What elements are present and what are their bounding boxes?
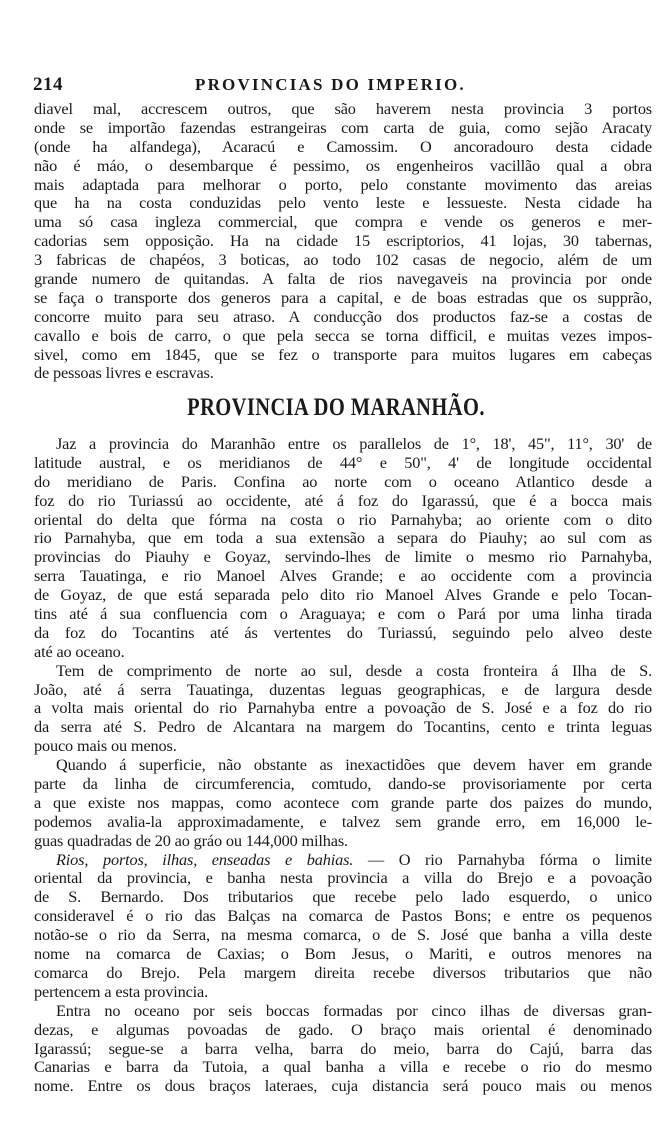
- text-line: [34, 851, 652, 870]
- text-line: [34, 1058, 652, 1077]
- line-text: oriental do delta que fórma na costa o rio Parnahyba; ao oriente com o dito: [34, 509, 652, 529]
- text-line: [34, 926, 652, 945]
- italic-lead: Rios, portos, ilhas, enseadas e bahias.: [56, 849, 354, 869]
- text-line: [34, 270, 652, 289]
- text-line: [34, 473, 652, 492]
- running-header: [33, 74, 653, 98]
- text-line: [34, 1077, 652, 1096]
- line-text: consideravel é o rio das Balças na comarca de Pastos Bons; e entre os pequenos: [34, 906, 652, 926]
- line-text: de pessoas livres e escravas.: [34, 363, 214, 383]
- text-line: [34, 964, 652, 983]
- text-line: [34, 1002, 652, 1021]
- text-line: [34, 907, 652, 926]
- line-text: até ao oceano.: [34, 641, 125, 661]
- line-text: da foz do Tocantins até ás vertentes do Turiassú, seguindo pelo alveo deste: [34, 622, 652, 642]
- line-text: cavallo e bois de carro, o que pela secca se torna difficil, e muitas vezes impos-: [34, 325, 652, 345]
- line-text: tins até á sua confluencia com o Araguaya; e com o Pará por uma linha tirada: [34, 604, 652, 624]
- text-line: [34, 492, 652, 511]
- text-line: [34, 681, 652, 700]
- line-text: Quando á superficie, não obstante as inexactidões que devem haver em grande: [56, 755, 652, 775]
- line-text: nome. Entre os dous braços lateraes, cuja distancia será pouco mais ou menos: [34, 1076, 652, 1096]
- text-line: [34, 718, 652, 737]
- line-text: que ha na costa conduzidas pelo vento leste e lessueste. Nesta cidade ha: [34, 193, 652, 213]
- text-line: [34, 511, 652, 530]
- line-text: provincias do Piauhy e Goyaz, servindo-lhes de limite o mesmo rio Parnahyba,: [34, 547, 652, 567]
- paragraph: [34, 756, 652, 850]
- text-line: [34, 157, 652, 176]
- line-text: guas quadradas de 20 ao gráo ou 144,000 milhas.: [34, 830, 348, 850]
- text-line: [34, 605, 652, 624]
- line-text: oriental da provincia, e banha nesta provincia a villa do Brejo e a povoação: [34, 868, 652, 888]
- text-line: [34, 289, 652, 308]
- running-title: PROVINCIAS DO IMPERIO.: [195, 75, 466, 94]
- text-line: [34, 100, 652, 119]
- text-line: [34, 1021, 652, 1040]
- line-text: (onde ha alfandega), Acaracú e Camossim. O ancoradouro desta cidade: [34, 136, 652, 156]
- line-text: pouco mais ou menos.: [34, 736, 177, 756]
- line-text: parte da linha de circumferencia, comtudo, dando-se provisoriamente por certa: [34, 774, 652, 794]
- text-line: [34, 346, 652, 365]
- text-line: [34, 699, 652, 718]
- text-line: [34, 548, 652, 567]
- text-line: [34, 364, 652, 383]
- line-text: Entra no oceano por seis boccas formadas por cinco ilhas de diversas gran-: [56, 1000, 652, 1020]
- line-text: cadorias sem opposição. Ha na cidade 15 escriptorios, 41 lojas, 30 tabernas,: [34, 231, 652, 251]
- line-text: pertencem a esta provincia.: [34, 981, 209, 1001]
- line-text: nome na comarca de Caxias; o Bom Jesus, o Mariti, e outros menores na: [34, 944, 652, 964]
- section-heading: PROVINCIA DO MARANHÃO.: [187, 394, 485, 421]
- text-line: [34, 888, 652, 907]
- text-line: [34, 813, 652, 832]
- line-text: a que existe nos mappas, como acontece com grande parte dos paizes do mundo,: [34, 792, 652, 812]
- text-line: [34, 119, 652, 138]
- text-line: [34, 832, 652, 851]
- line-text: podemos avalia-la approximadamente, e talvez sem grande erro, em 16,000 le-: [34, 811, 652, 831]
- line-text: comarca do Brejo. Pela margem direita recebe diversos tributarios que não: [34, 962, 652, 982]
- text-line: [34, 643, 652, 662]
- line-text: foz do rio Turiassú ao occidente, até á foz do Igarassú, que é a bocca mais: [34, 490, 652, 510]
- line-text: notão-se o rio da Serra, na mesma comarca, o de S. José que banha a villa deste: [34, 925, 652, 945]
- line-text: grande numero de quitandas. A falta de rios navegaveis na provincia por onde: [34, 269, 652, 289]
- line-text: serra Tauatinga, e rio Manoel Alves Grande; e ao occidente com a provincia: [34, 566, 652, 586]
- text-line: [34, 176, 652, 195]
- text-line: [34, 983, 652, 1002]
- text-line: [34, 567, 652, 586]
- paragraph: [34, 662, 652, 756]
- text-line: [34, 327, 652, 346]
- page-number: 214: [33, 74, 63, 95]
- line-text: diavel mal, accrescem outros, que são haverem nesta provincia 3 portos: [34, 99, 652, 118]
- text-line: [34, 529, 652, 548]
- line-text: a volta mais oriental do rio Parnahyba entre a povoação de S. José e a foz do rio: [34, 698, 652, 718]
- intro-paragraph: [34, 100, 652, 383]
- line-text: — O rio Parnahyba fórma o limite: [353, 849, 652, 869]
- line-text: de Goyaz, de que está separada pelo dito rio Manoel Alves Grande e pelo Tocan-: [34, 585, 652, 605]
- line-text: do meridiano de Paris. Confina ao norte com o oceano Atlantico desde a: [34, 471, 652, 491]
- text-line: [34, 138, 652, 157]
- line-text: João, até á serra Tauatinga, duzentas leguas geographicas, e de largura desde: [34, 679, 652, 699]
- text-line: [34, 624, 652, 643]
- text-line: [34, 251, 652, 270]
- text-line: [34, 213, 652, 232]
- text-line: [34, 454, 652, 473]
- text-line: [34, 737, 652, 756]
- line-text: sivel, como em 1845, que se fez o transporte para muitos lugares em cabeças: [34, 344, 652, 364]
- line-text: uma só casa ingleza commercial, que compra e vende os generos e mer-: [34, 212, 652, 232]
- line-text: não é máo, o desembarque é pessimo, os engenheiros vacillão qual a obra: [34, 155, 652, 175]
- text-line: [34, 869, 652, 888]
- text-line: [34, 945, 652, 964]
- line-text: Tem de comprimento de norte ao sul, desde a costa fronteira á Ilha de S.: [56, 660, 652, 680]
- section-body: [34, 435, 652, 1096]
- text-line: [34, 794, 652, 813]
- text-line: [34, 194, 652, 213]
- line-text: Jaz a provincia do Maranhão entre os parallelos de 1°, 18', 45", 11°, 30' de: [56, 434, 652, 453]
- text-line: [34, 775, 652, 794]
- line-text: latitude austral, e os meridianos de 44° e 50", 4' de longitude occidental: [34, 452, 652, 472]
- paragraph: [34, 435, 652, 662]
- text-line: [34, 586, 652, 605]
- line-text: dezas, e algumas povoadas de gado. O braço mais oriental é denominado: [34, 1019, 652, 1039]
- line-text: 3 fabricas de chapéos, 3 boticas, ao todo 102 casas de negocio, além de um: [34, 250, 652, 270]
- line-text: de S. Bernardo. Dos tributarios que recebe pelo lado esquerdo, o unico: [34, 887, 652, 907]
- paragraph: [34, 851, 652, 1002]
- text-line: [34, 308, 652, 327]
- line-text: rio Parnahyba, que em toda a sua extensão a separa do Piauhy; ao sul com as: [34, 528, 652, 548]
- text-line: [34, 435, 652, 454]
- text-line: [34, 1040, 652, 1059]
- line-text: Igarassú; segue-se a barra velha, barra do meio, barra do Cajú, barra das: [34, 1038, 652, 1058]
- line-text: Canarias e barra da Tutoia, a qual banha a villa e recebe o rio do mesmo: [34, 1057, 652, 1077]
- line-text: se faça o transporte dos generos para a capital, e de boas estradas que os supprão,: [34, 287, 652, 307]
- paragraph: [34, 1002, 652, 1096]
- text-line: [34, 662, 652, 681]
- text-line: [34, 232, 652, 251]
- line-text: da serra até S. Pedro de Alcantara na margem do Tocantins, cento e trinta leguas: [34, 717, 652, 737]
- line-text: onde se importão fazendas estrangeiras com carta de guia, como sejão Aracaty: [34, 117, 652, 137]
- text-line: [34, 756, 652, 775]
- line-text: concorre muito para seu atraso. A conducção dos productos faz-se a costas de: [34, 306, 652, 326]
- line-text: mais adaptada para melhorar o porto, pelo constante movimento das areias: [34, 174, 652, 194]
